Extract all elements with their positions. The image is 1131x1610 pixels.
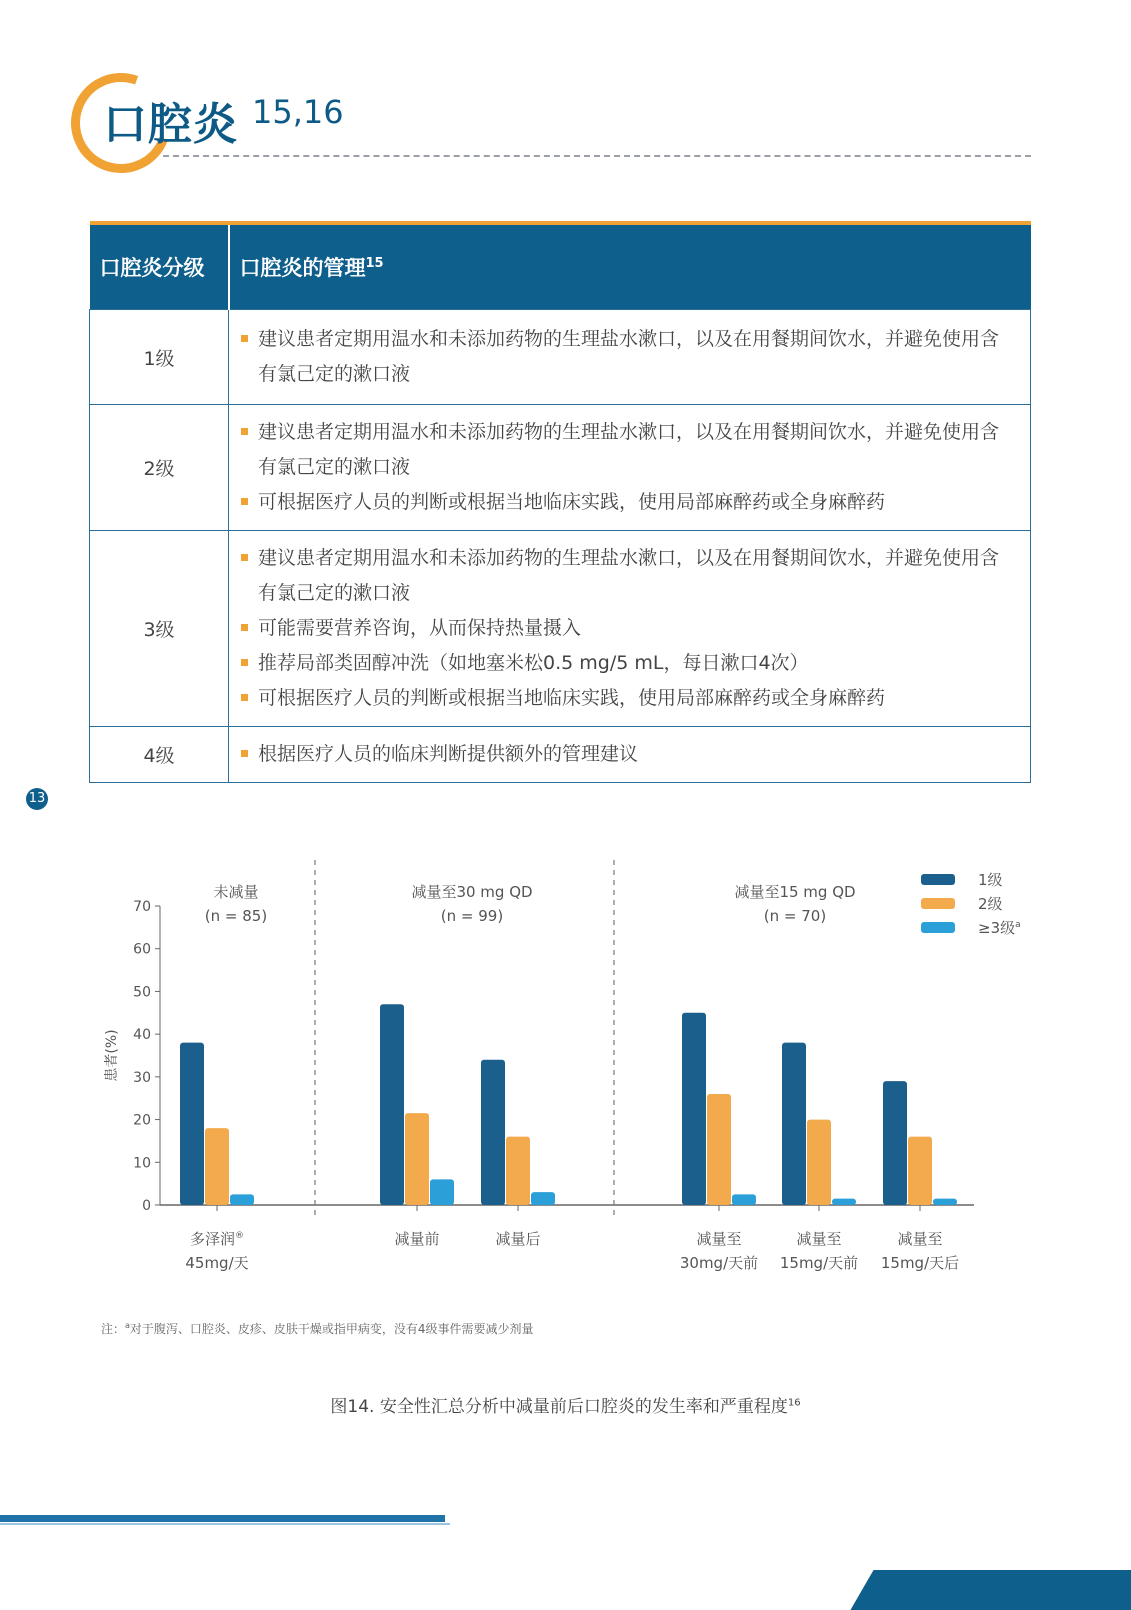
- figure-caption: [0, 1392, 1131, 1417]
- bar: [180, 1043, 204, 1205]
- management-item: 建议患者定期用温水和未添加药物的生理盐水漱口，以及在用餐期间饮水，并避免使用含有氯己定的漱口液: [241, 541, 1010, 611]
- page-title: 口腔炎: [103, 99, 238, 150]
- header-management-label: 口腔炎的管理: [239, 256, 366, 280]
- legend-swatch: [921, 898, 955, 909]
- page-number: 13: [26, 788, 48, 810]
- group-n: (n = 70): [763, 907, 827, 925]
- x-tick-label-line2: 45mg/天: [185, 1254, 249, 1272]
- y-tick-label: 10: [133, 1155, 151, 1172]
- management-item: 可根据医疗人员的判断或根据当地临床实践，使用局部麻醉药或全身麻醉药: [241, 681, 1010, 716]
- management-item: 推荐局部类固醇冲洗（如地塞米松0.5 mg/5 mL，每日漱口4次）: [241, 646, 1010, 681]
- stomatitis-management-table: [89, 221, 1031, 783]
- bar: [883, 1081, 907, 1205]
- management-item: 建议患者定期用温水和未添加药物的生理盐水漱口，以及在用餐期间饮水，并避免使用含有氯己定的漱口液: [241, 415, 1010, 485]
- bar: [807, 1120, 831, 1205]
- header-divider: [163, 155, 1031, 157]
- y-tick-label: 70: [133, 899, 151, 915]
- legend-label: ≥3级$^a$: [978, 919, 1021, 937]
- table-header-row: [90, 223, 1031, 310]
- bar: [707, 1094, 731, 1205]
- bar: [205, 1128, 229, 1205]
- management-item: 可能需要营养咨询，从而保持热量摄入: [241, 611, 1010, 646]
- bar: [506, 1137, 530, 1205]
- header-management-ref: 15: [365, 256, 384, 271]
- header-grade: 口腔炎分级: [90, 223, 229, 310]
- bar: [782, 1043, 806, 1205]
- bar: [682, 1013, 706, 1205]
- legend-swatch: [921, 874, 955, 885]
- management-item: 建议患者定期用温水和未添加药物的生理盐水漱口，以及在用餐期间饮水，并避免使用含有氯己定的漱口液: [241, 322, 1010, 392]
- bar: [481, 1060, 505, 1205]
- group-title: 减量至15 mg QD: [734, 883, 856, 901]
- bar: [908, 1137, 932, 1205]
- management-item: 可根据医疗人员的判断或根据当地临床实践，使用局部麻醉药或全身麻醉药: [241, 485, 1010, 520]
- header-management: [229, 223, 1031, 310]
- footer-corner-block: [850, 1570, 1131, 1610]
- bar: [732, 1194, 756, 1205]
- grade-cell: 1级: [90, 310, 229, 405]
- management-cell: [229, 531, 1031, 727]
- bar: [933, 1199, 957, 1205]
- caption-text: 图14. 安全性汇总分析中减量前后口腔炎的发生率和严重程度: [330, 1397, 788, 1417]
- x-tick-label-line2: 30mg/天前: [679, 1254, 759, 1272]
- x-tick-label-line2: 15mg/天后: [880, 1254, 960, 1272]
- caption-ref: 16: [787, 1397, 801, 1409]
- management-cell: [229, 405, 1031, 531]
- management-cell: [229, 727, 1031, 783]
- group-n: (n = 99): [440, 907, 504, 925]
- y-tick-label: 60: [133, 941, 151, 958]
- legend-label: 2级: [978, 895, 1003, 913]
- footer-stripe-light: [0, 1523, 450, 1525]
- management-item: 根据医疗人员的临床判断提供额外的管理建议: [241, 737, 1010, 772]
- chart-footnote: [101, 1320, 534, 1337]
- stomatitis-incidence-chart: [0, 850, 1131, 1300]
- bar: [380, 1004, 404, 1205]
- table-row: [90, 405, 1031, 531]
- x-tick-label: 减量前: [394, 1230, 440, 1248]
- x-tick-label: 减量后: [495, 1230, 541, 1248]
- bar: [832, 1199, 856, 1205]
- table-row: [90, 531, 1031, 727]
- x-tick-label: 减量至: [696, 1230, 742, 1248]
- y-tick-label: 0: [142, 1198, 151, 1214]
- legend-swatch: [921, 922, 955, 933]
- x-tick-label: 减量至: [796, 1230, 842, 1248]
- bar: [430, 1179, 454, 1205]
- y-tick-label: 20: [133, 1112, 151, 1129]
- x-tick-label-line2: 15mg/天前: [779, 1254, 859, 1272]
- group-n: (n = 85): [204, 907, 268, 925]
- table-row: [90, 310, 1031, 405]
- x-tick-label: 减量至: [897, 1230, 943, 1248]
- group-title: 减量至30 mg QD: [411, 883, 533, 901]
- footnote-text: 对于腹泻、口腔炎、皮疹、皮肤干燥或指甲病变，没有4级事件需要减少剂量: [129, 1322, 534, 1336]
- bar: [230, 1194, 254, 1205]
- title-references: 15,16: [252, 93, 344, 131]
- grade-cell: 3级: [90, 531, 229, 727]
- footnote-marker: a: [125, 1321, 130, 1330]
- table-row: [90, 727, 1031, 783]
- y-tick-label: 50: [133, 984, 151, 1001]
- bar: [405, 1113, 429, 1205]
- legend-label-sup: a: [1015, 920, 1021, 930]
- management-cell: [229, 310, 1031, 405]
- footer-stripe: [0, 1515, 445, 1522]
- grade-cell: 4级: [90, 727, 229, 783]
- legend-label: 1级: [978, 871, 1003, 889]
- y-tick-label: 40: [133, 1027, 151, 1044]
- y-axis-label: 患者(%): [104, 1029, 120, 1082]
- y-tick-label: 30: [133, 1069, 151, 1086]
- grade-cell: 2级: [90, 405, 229, 531]
- group-title: 未减量: [213, 883, 259, 901]
- x-tick-label-sup: ®: [235, 1231, 245, 1241]
- bar: [531, 1192, 555, 1205]
- footnote-prefix: 注：: [101, 1322, 126, 1336]
- x-tick-label: 多泽润®: [189, 1230, 245, 1248]
